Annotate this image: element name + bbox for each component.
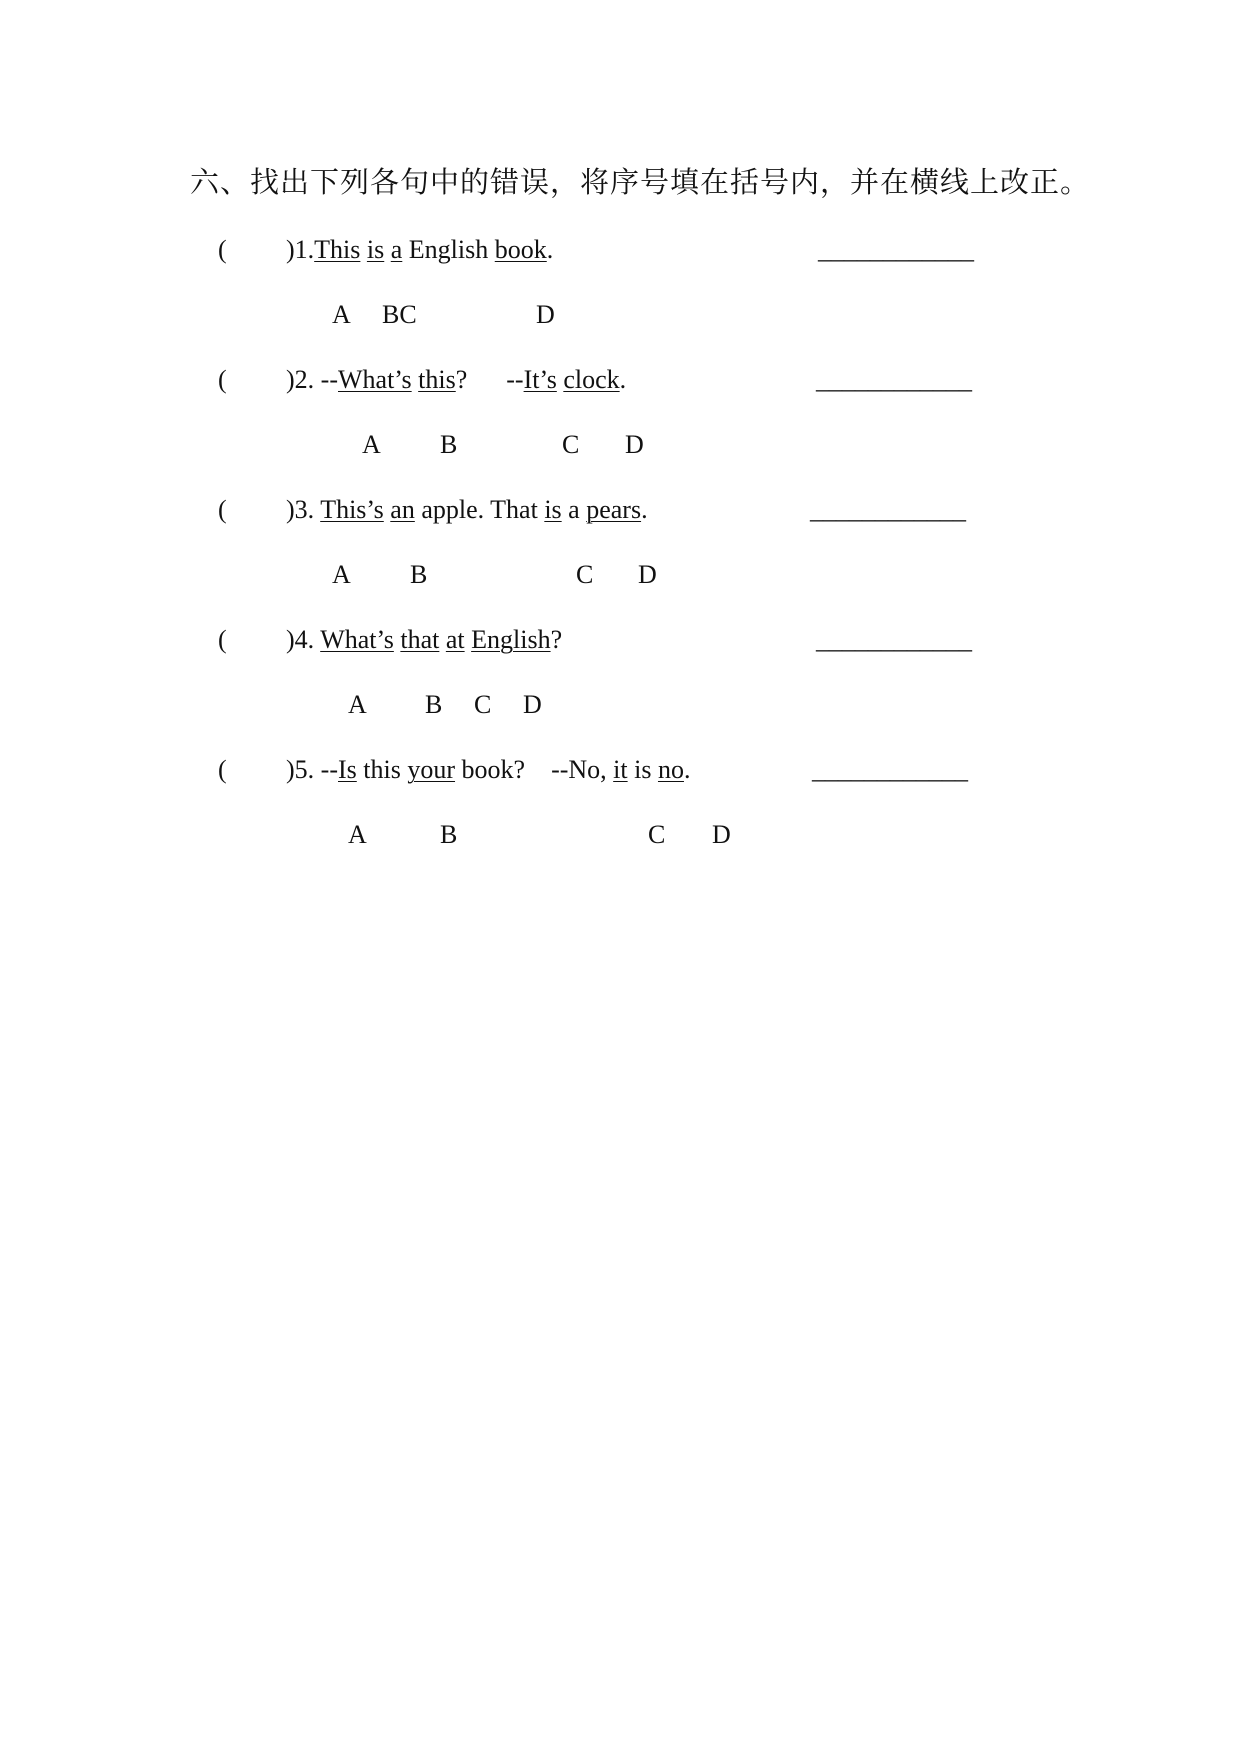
option-letter: B (425, 690, 443, 719)
question-sentence (286, 753, 690, 787)
option-letters (0, 558, 1241, 592)
underlined-segment: a (390, 235, 403, 264)
question-row (0, 233, 1241, 267)
underlined-segment: no (657, 755, 684, 784)
underlined-segment: This (314, 235, 361, 264)
option-letter: A (332, 560, 351, 589)
underlined-segment: book (494, 235, 547, 264)
underlined-segment: at (445, 625, 465, 654)
sentence-text: -- (320, 755, 338, 784)
option-letter: C (474, 690, 492, 719)
option-letter: B (410, 560, 428, 589)
question-number: )4. (286, 625, 321, 654)
sentence-text: . (546, 235, 554, 264)
sentence-text: . (683, 755, 691, 784)
question-number: )1. (286, 235, 315, 264)
underlined-segment: Is (338, 755, 357, 784)
underlined-segment: clock (563, 365, 620, 394)
underlined-segment: an (390, 495, 415, 524)
answer-bracket[interactable]: ( (218, 755, 227, 784)
sentence-text: apple. That (414, 495, 545, 524)
answer-bracket[interactable]: ( (218, 625, 227, 654)
underlined-segment: is (544, 495, 562, 524)
correction-blank[interactable]: ____________ (810, 495, 966, 524)
correction-blank[interactable]: ____________ (816, 365, 972, 394)
question-row (0, 623, 1241, 657)
sentence-text: . (641, 495, 648, 524)
question-row (0, 363, 1241, 397)
underlined-segment: this (418, 365, 456, 394)
sentence-text: ? -- (455, 365, 524, 394)
option-letters (0, 428, 1241, 462)
option-letter: D (523, 690, 542, 719)
underlined-segment: English (471, 625, 551, 654)
sentence-text: English (402, 235, 495, 264)
underlined-segment: What’s (338, 365, 412, 394)
option-letter: D (712, 820, 731, 849)
correction-blank[interactable]: ____________ (812, 755, 968, 784)
question-number: )2. (286, 365, 321, 394)
option-letter: D (638, 560, 657, 589)
option-letter: B (440, 430, 458, 459)
question-sentence (286, 233, 553, 267)
question-number: )3. (286, 495, 321, 524)
option-letters (0, 688, 1241, 722)
sentence-text: is (627, 755, 658, 784)
question-number: )5. (286, 755, 321, 784)
option-letter: A (362, 430, 381, 459)
underlined-segment: pears (586, 495, 642, 524)
underlined-segment: It’s (523, 365, 557, 394)
underlined-segment: that (400, 625, 440, 654)
sentence-text: a (561, 495, 587, 524)
correction-blank[interactable]: ____________ (818, 235, 974, 264)
question-sentence (286, 363, 626, 397)
sentence-text: -- (320, 365, 338, 394)
question-row (0, 753, 1241, 787)
option-letter: A (332, 300, 351, 329)
underlined-segment: your (407, 755, 456, 784)
answer-bracket[interactable]: ( (218, 495, 227, 524)
option-letter: C (562, 430, 580, 459)
sentence-text: this (356, 755, 408, 784)
option-letter: BC (382, 300, 417, 329)
underlined-segment: it (613, 755, 628, 784)
underlined-segment: This’s (320, 495, 384, 524)
underlined-segment: What’s (320, 625, 394, 654)
option-letters (0, 298, 1241, 332)
option-letter: D (536, 300, 555, 329)
option-letter: A (348, 690, 367, 719)
underlined-segment: is (366, 235, 385, 264)
section-title: 六、找出下列各句中的错误，将序号填在括号内，并在横线上改正。 (190, 167, 1091, 199)
option-letters (0, 818, 1241, 852)
sentence-text: book? --No, (455, 755, 614, 784)
option-letter: D (625, 430, 644, 459)
option-letter: A (348, 820, 367, 849)
option-letter: C (576, 560, 594, 589)
question-row (0, 493, 1241, 527)
option-letter: B (440, 820, 458, 849)
sentence-text: ? (550, 625, 563, 654)
question-sentence (286, 623, 562, 657)
sentence-text: . (619, 365, 627, 394)
question-sentence (286, 493, 648, 527)
option-letter: C (648, 820, 666, 849)
correction-blank[interactable]: ____________ (816, 625, 972, 654)
answer-bracket[interactable]: ( (218, 235, 227, 264)
answer-bracket[interactable]: ( (218, 365, 227, 394)
